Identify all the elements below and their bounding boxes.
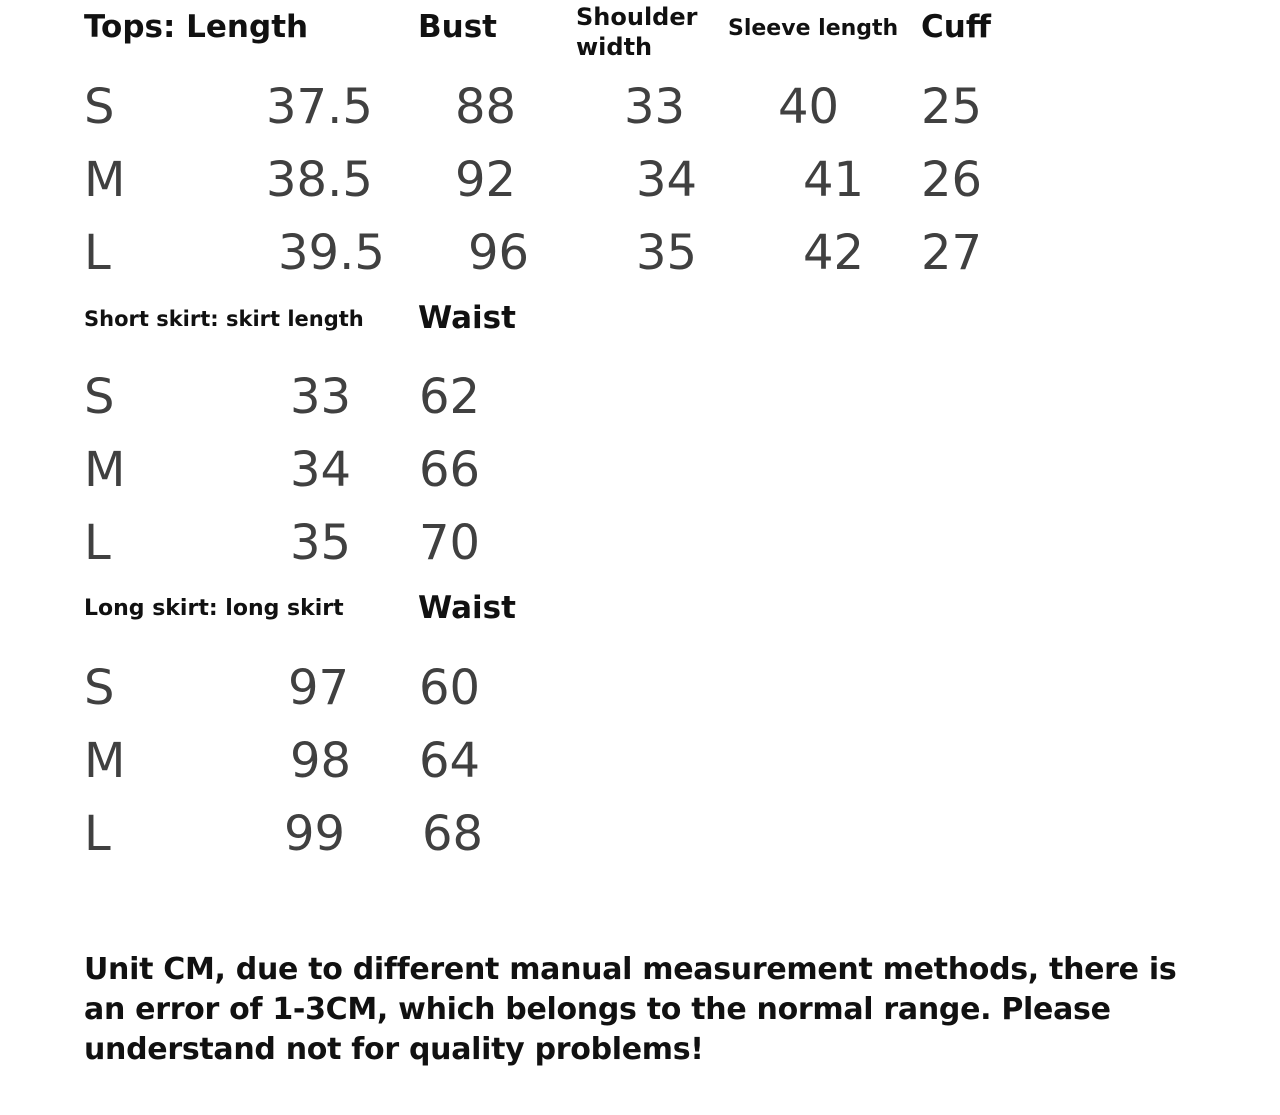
tops-length-m: 38.5 bbox=[266, 152, 373, 208]
short-skirt-length-s: 33 bbox=[290, 369, 352, 425]
long-skirt-length-l: 99 bbox=[284, 806, 346, 862]
tops-sleeve-s: 40 bbox=[778, 79, 840, 135]
long-skirt-waist-m: 64 bbox=[419, 733, 481, 789]
long-skirt-waist-l: 68 bbox=[422, 806, 484, 862]
tops-size-s: S bbox=[84, 79, 115, 135]
short-skirt-waist-s: 62 bbox=[419, 369, 481, 425]
tops-bust-header: Bust bbox=[418, 9, 497, 45]
tops-size-m: M bbox=[84, 152, 126, 208]
long-skirt-waist-header: Waist bbox=[418, 590, 516, 626]
tops-cuff-s: 25 bbox=[921, 79, 983, 135]
tops-sleeve-header: Sleeve length bbox=[728, 16, 899, 41]
tops-bust-l: 96 bbox=[468, 225, 530, 281]
short-skirt-waist-header: Waist bbox=[418, 300, 516, 336]
long-skirt-size-s: S bbox=[84, 660, 115, 716]
short-skirt-length-header: Short skirt: skirt length bbox=[84, 307, 364, 331]
short-skirt-length-l: 35 bbox=[290, 515, 352, 571]
long-skirt-length-header: Long skirt: long skirt bbox=[84, 596, 344, 621]
tops-bust-m: 92 bbox=[455, 152, 517, 208]
short-skirt-waist-m: 66 bbox=[419, 442, 481, 498]
tops-bust-s: 88 bbox=[455, 79, 517, 135]
tops-cuff-l: 27 bbox=[921, 225, 983, 281]
long-skirt-size-m: M bbox=[84, 733, 126, 789]
short-skirt-size-m: M bbox=[84, 442, 126, 498]
long-skirt-waist-s: 60 bbox=[419, 660, 481, 716]
tops-sleeve-l: 42 bbox=[803, 225, 865, 281]
short-skirt-size-s: S bbox=[84, 369, 115, 425]
measurement-note: Unit CM, due to different manual measurement methods, there is an error of 1-3CM, which belongs to the normal range. Please understand not for quality problems! bbox=[84, 952, 1177, 1067]
tops-shoulder-l: 35 bbox=[636, 225, 698, 281]
tops-cuff-m: 26 bbox=[921, 152, 983, 208]
tops-shoulder-m: 34 bbox=[636, 152, 698, 208]
long-skirt-size-l: L bbox=[84, 806, 111, 862]
short-skirt-waist-l: 70 bbox=[419, 515, 481, 571]
tops-sleeve-m: 41 bbox=[803, 152, 865, 208]
tops-cuff-header: Cuff bbox=[921, 9, 991, 45]
tops-shoulder-s: 33 bbox=[624, 79, 686, 135]
tops-size-l: L bbox=[84, 225, 111, 281]
long-skirt-length-s: 97 bbox=[288, 660, 350, 716]
short-skirt-length-m: 34 bbox=[290, 442, 352, 498]
short-skirt-size-l: L bbox=[84, 515, 111, 571]
long-skirt-length-m: 98 bbox=[290, 733, 352, 789]
tops-length-header: Tops: Length bbox=[84, 9, 309, 45]
tops-shoulder-header: Shoulder width bbox=[576, 3, 698, 61]
tops-length-s: 37.5 bbox=[266, 79, 373, 135]
tops-length-l: 39.5 bbox=[278, 225, 385, 281]
